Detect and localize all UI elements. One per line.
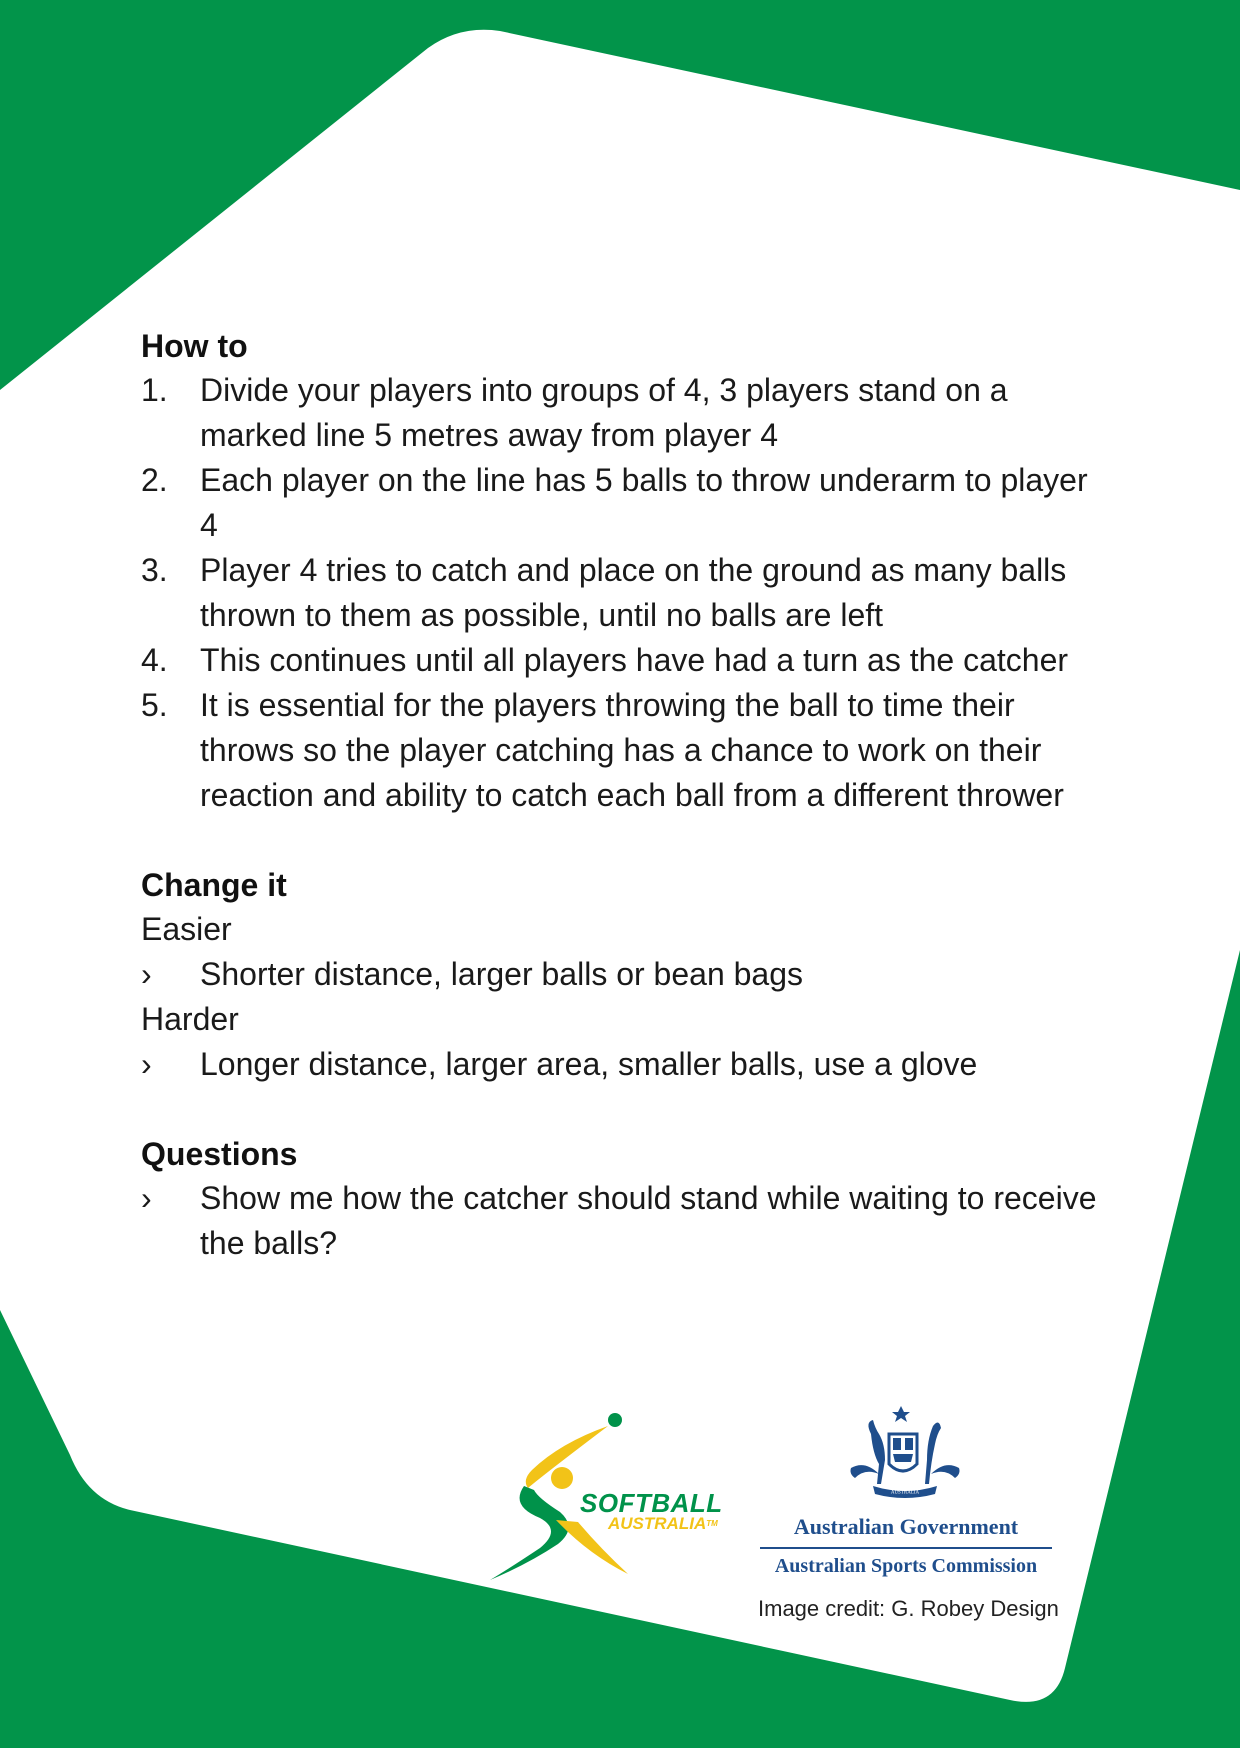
australia-wordmark: AUSTRALIA [608, 1514, 707, 1533]
bullet-chevron: › [141, 956, 152, 992]
harder-item [141, 1042, 1101, 1087]
drill-card-content [141, 324, 1101, 1266]
harder-label: Harder [141, 1001, 239, 1037]
how-to-step [141, 638, 1101, 683]
easier-label: Easier [141, 911, 232, 947]
how-to-step [141, 683, 1101, 818]
softball-wordmark: SOFTBALL [580, 1488, 723, 1518]
how-to-step [141, 368, 1101, 458]
footer-logos [480, 1408, 1080, 1628]
trademark-mark: TM [706, 1519, 718, 1528]
step-number: 2. [141, 462, 168, 498]
australian-government-text: Australian Government [793, 1514, 1019, 1539]
step-number: 4. [141, 642, 168, 678]
how-to-heading: How to [141, 328, 248, 364]
bullet-chevron: › [141, 1180, 152, 1216]
bullet-chevron: › [141, 1046, 152, 1082]
coat-of-arms-icon [835, 1404, 975, 1509]
how-to-step [141, 548, 1101, 638]
step-number: 1. [141, 372, 168, 408]
step-text: Each player on the line has 5 balls to throw underarm to player 4 [200, 462, 1088, 543]
question-item [141, 1176, 1101, 1266]
harder-text: Longer distance, larger area, smaller balls, use a glove [200, 1046, 978, 1082]
coat-of-arms-banner-text: AUSTRALIA [890, 1490, 920, 1496]
image-credit: Image credit: G. Robey Design [758, 1596, 1059, 1621]
how-to-step [141, 458, 1101, 548]
softball-logo-text [580, 1490, 723, 1516]
step-text: Divide your players into groups of 4, 3 players stand on a marked line 5 metres away from player 4 [200, 372, 1008, 453]
step-number: 3. [141, 552, 168, 588]
softball-logo-subtext [608, 1515, 718, 1533]
section-spacer [141, 818, 1101, 863]
easier-item [141, 952, 1101, 997]
change-it-heading: Change it [141, 867, 287, 903]
easier-text: Shorter distance, larger balls or bean bags [200, 956, 804, 992]
questions-heading: Questions [141, 1136, 298, 1172]
divider [760, 1547, 1052, 1549]
step-text: Player 4 tries to catch and place on the ground as many balls thrown to them as possible, until no balls are left [200, 552, 1067, 633]
section-spacer [141, 1087, 1101, 1132]
step-text: It is essential for the players throwing the ball to time their throws so the player catching has a chance to work on their reaction and ability to catch each ball from a different thrower [200, 687, 1064, 813]
question-text: Show me how the catcher should stand while waiting to receive the balls? [200, 1180, 1097, 1261]
step-text: This continues until all players have had a turn as the catcher [200, 642, 1069, 678]
sports-commission-text: Australian Sports Commission [774, 1555, 1038, 1577]
step-number: 5. [141, 687, 168, 723]
